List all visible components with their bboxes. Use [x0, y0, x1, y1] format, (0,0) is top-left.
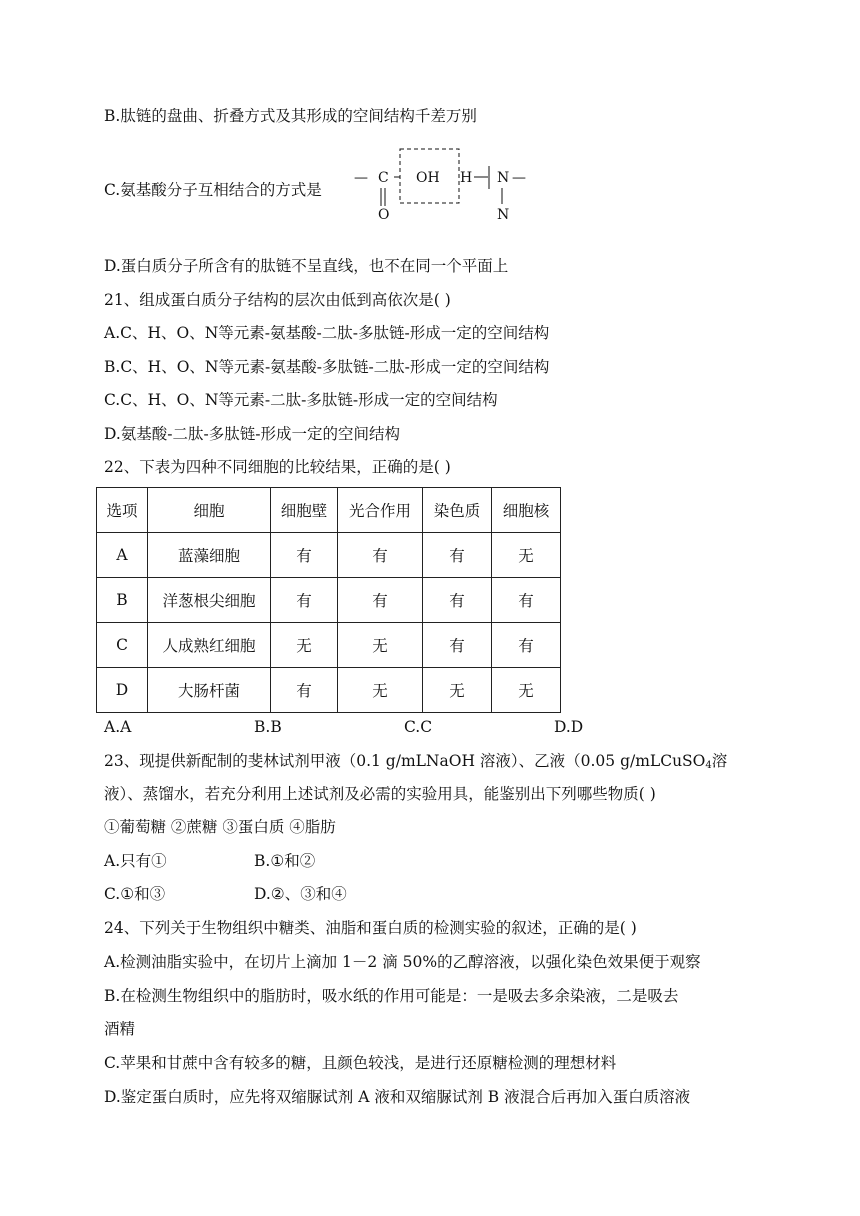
q20-option-b: B.肽链的盘曲、折叠方式及其形成的空间结构千差万别 [104, 107, 477, 125]
table-cell: 人成熟红细胞 [148, 623, 271, 668]
q23-stem-line2: 液）、蒸馏水，若充分利用上述试剂及必需的实验用具，能鉴别出下列哪些物质( ) [104, 785, 656, 803]
q24-option-d: D.鉴定蛋白质时，应先将双缩脲试剂 A 液和双缩脲试剂 B 液混合后再加入蛋白质溶液 [104, 1088, 691, 1106]
table-header-cell: 光合作用 [338, 488, 423, 533]
formula-c: C [378, 170, 389, 186]
q22-stem: 22、下表为四种不同细胞的比较结果，正确的是( ) [104, 458, 451, 476]
q23-stem-part-b: 溶 [711, 752, 728, 770]
q21-stem: 21、组成蛋白质分子结构的层次由低到高依次是( ) [104, 291, 451, 309]
q24-option-b-line1: B.在检测生物组织中的脂肪时，吸水纸的作用可能是：一是吸去多余染液，二是吸去 [104, 987, 679, 1005]
q20-option-c: C.氨基酸分子互相结合的方式是 [104, 181, 322, 199]
formula-dash-right: — [512, 170, 526, 186]
table-header-cell: 细胞核 [492, 488, 561, 533]
table-cell: 有 [423, 533, 492, 578]
formula-o-below: O [378, 207, 390, 223]
table-cell: 无 [492, 668, 561, 713]
table-cell: 有 [423, 578, 492, 623]
formula-dash-left: — [354, 170, 368, 186]
table-cell: B [97, 578, 148, 623]
q23-option-a: A.只有① [104, 852, 167, 870]
table-cell: 无 [338, 623, 423, 668]
table-row [97, 578, 561, 623]
q24-option-b-line2: 酒精 [104, 1020, 136, 1038]
table-cell: 有 [271, 578, 338, 623]
table-cell: 有 [492, 623, 561, 668]
q22-answer-d: D.D [554, 718, 584, 736]
formula-h: H [460, 170, 473, 186]
q23-option-b: B.①和② [254, 852, 316, 870]
formula-n: N [497, 170, 510, 186]
q20-option-d: D.蛋白质分子所含有的肽链不呈直线，也不在同一个平面上 [104, 257, 509, 275]
table-row [97, 623, 561, 668]
table-cell: A [97, 533, 148, 578]
q22-answer-b: B.B [254, 718, 282, 736]
q24-option-c: C.苹果和甘蔗中含有较多的糖，且颜色较浅，是进行还原糖检测的理想材料 [104, 1054, 617, 1072]
table-header-cell: 细胞壁 [271, 488, 338, 533]
table-cell: 有 [338, 578, 423, 623]
table-cell: 大肠杆菌 [148, 668, 271, 713]
q21-option-c: C.C、H、O、N等元素-二肽-多肽链-形成一定的空间结构 [104, 391, 498, 409]
table-cell: D [97, 668, 148, 713]
q23-stem-subscript: 4 [705, 760, 712, 771]
table-cell: 有 [423, 623, 492, 668]
q21-option-b: B.C、H、O、N等元素-氨基酸-多肽链-二肽-形成一定的空间结构 [104, 358, 550, 376]
table-cell: 无 [492, 533, 561, 578]
table-header-cell: 选项 [97, 488, 148, 533]
table-cell: C [97, 623, 148, 668]
table-cell: 有 [271, 533, 338, 578]
formula-n-below: N [497, 207, 510, 223]
table-cell: 蓝藻细胞 [148, 533, 271, 578]
table-cell: 无 [271, 623, 338, 668]
q22-answer-a: A.A [104, 718, 132, 736]
cell-comparison-table [96, 487, 561, 713]
table-header-cell: 细胞 [148, 488, 271, 533]
q21-option-a: A.C、H、O、N等元素-氨基酸-二肽-多肽链-形成一定的空间结构 [104, 324, 550, 342]
q22-answer-options [104, 718, 804, 738]
q24-stem: 24、下列关于生物组织中糖类、油脂和蛋白质的检测实验的叙述，正确的是( ) [104, 919, 637, 937]
q23-stem-part-a: 23、现提供新配制的斐林试剂甲液（0.1 g/mLNaOH 溶液）、乙液（0.05 g/mLCuSO [104, 752, 706, 770]
q21-option-d: D.氨基酸-二肽-多肽链-形成一定的空间结构 [104, 425, 401, 443]
table-header-row [97, 488, 561, 533]
q23-items: ①葡萄糖 ②蔗糖 ③蛋白质 ④脂肪 [104, 818, 336, 836]
table-row [97, 533, 561, 578]
table-row [97, 668, 561, 713]
table-cell: 有 [271, 668, 338, 713]
q23-option-d: D.②、③和④ [254, 885, 347, 903]
q23-stem-line1 [104, 751, 727, 776]
table-cell: 有 [338, 533, 423, 578]
table-cell: 有 [492, 578, 561, 623]
peptide-bond-formula [352, 146, 542, 226]
table-cell: 无 [338, 668, 423, 713]
table-cell: 洋葱根尖细胞 [148, 578, 271, 623]
table-header-cell: 染色质 [423, 488, 492, 533]
q24-option-a: A.检测油脂实验中，在切片上滴加 1－2 滴 50%的乙醇溶液，以强化染色效果便于观察 [104, 953, 701, 971]
q23-option-c: C.①和③ [104, 885, 166, 903]
q22-answer-c: C.C [404, 718, 433, 736]
table-cell: 无 [423, 668, 492, 713]
formula-oh: OH [416, 170, 440, 186]
